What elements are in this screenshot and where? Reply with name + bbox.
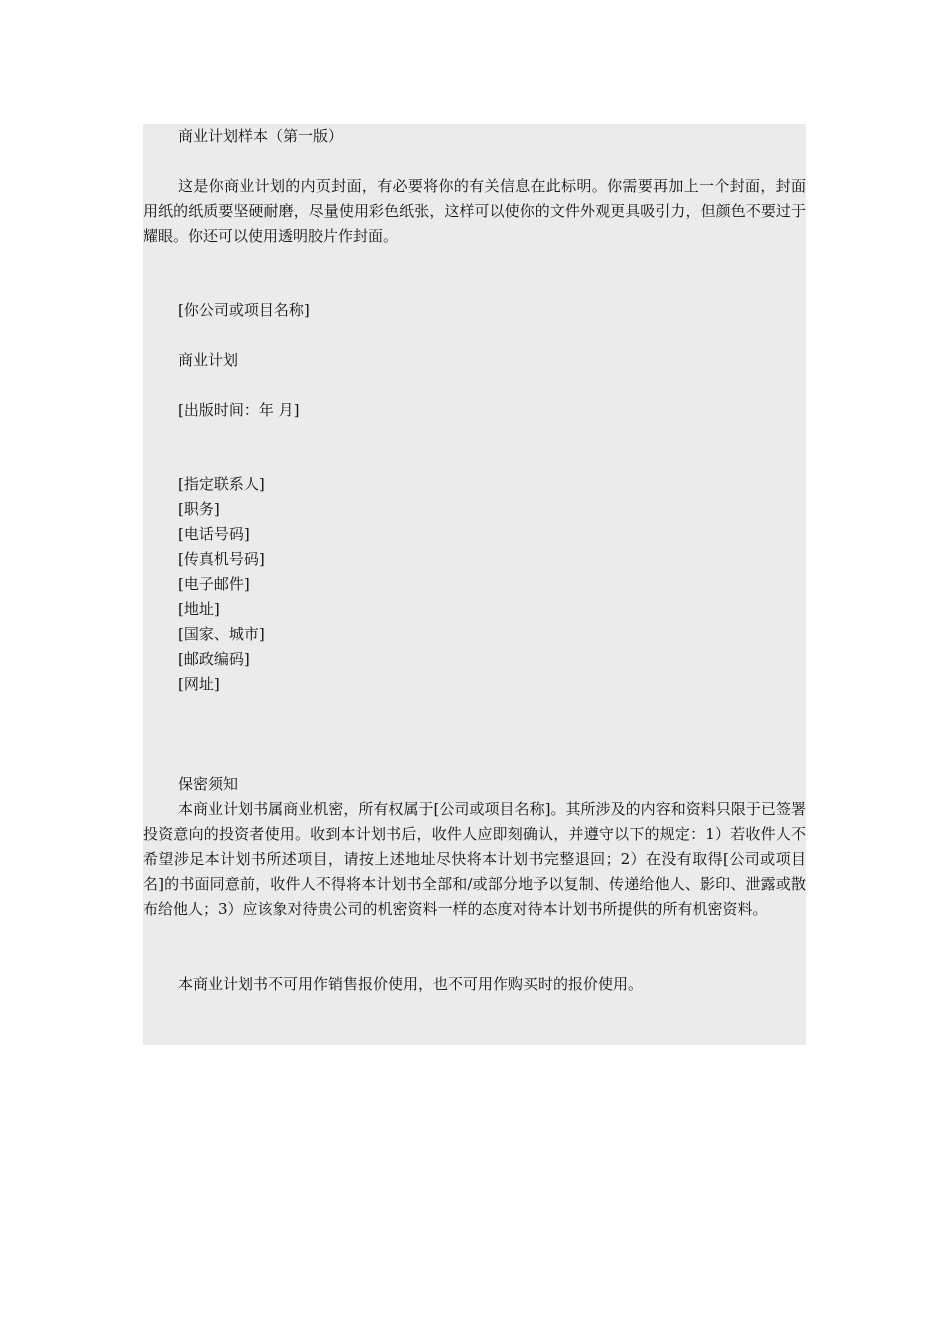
intro-paragraph: 这是你商业计划的内页封面，有必要将你的有关信息在此标明。你需要再加上一个封面，封面用纸的纸质要坚硬耐磨，尽量使用彩色纸张，这样可以使你的文件外观更具吸引力，但颜色不要过于耀眼。你还可以使用透明胶片作封面。 <box>143 177 806 245</box>
contact-field-position: [职务] <box>178 500 220 518</box>
contact-field-fax: [传真机号码] <box>178 550 265 568</box>
publish-time: [出版时间：年 月] <box>178 401 300 419</box>
pricing-note-paragraph: 本商业计划书不可用作销售报价使用，也不可用作购买时的报价使用。 <box>178 975 644 993</box>
contact-field-contact-person: [指定联系人] <box>178 475 265 493</box>
contact-field-phone: [电话号码] <box>178 525 250 543</box>
contact-field-address: [地址] <box>178 600 220 618</box>
contact-info-list <box>178 472 265 697</box>
confidentiality-paragraph: 本商业计划书属商业机密，所有权属于[公司或项目名称]。其所涉及的内容和资料只限于已签署投资意向的投资者使用。收到本计划书后，收件人应即刻确认，并遵守以下的规定：1）若收件人不希望涉足本计划书所述项目，请按上述地址尽快将本计划书完整退回；2）在没有取得[公司或项目名]的书面同意前，收件人不得将本计划书全部和/或部分地予以复制、传递给他人、影印、泄露或散布给他人；3）应该象对待贵公司的机密资料一样的态度对待本计划书所提供的所有机密资料。 <box>143 800 806 918</box>
contact-field-postal-code: [邮政编码] <box>178 650 250 668</box>
document-title: 商业计划样本（第一版） <box>178 127 344 145</box>
plan-label: 商业计划 <box>178 351 239 369</box>
confidentiality-heading: 保密须知 <box>178 775 239 793</box>
company-name-placeholder: [你公司或项目名称] <box>178 301 310 319</box>
contact-field-website: [网址] <box>178 675 220 693</box>
contact-field-email: [电子邮件] <box>178 575 250 593</box>
document-content-area <box>143 124 806 1045</box>
contact-field-country-city: [国家、城市] <box>178 625 265 643</box>
